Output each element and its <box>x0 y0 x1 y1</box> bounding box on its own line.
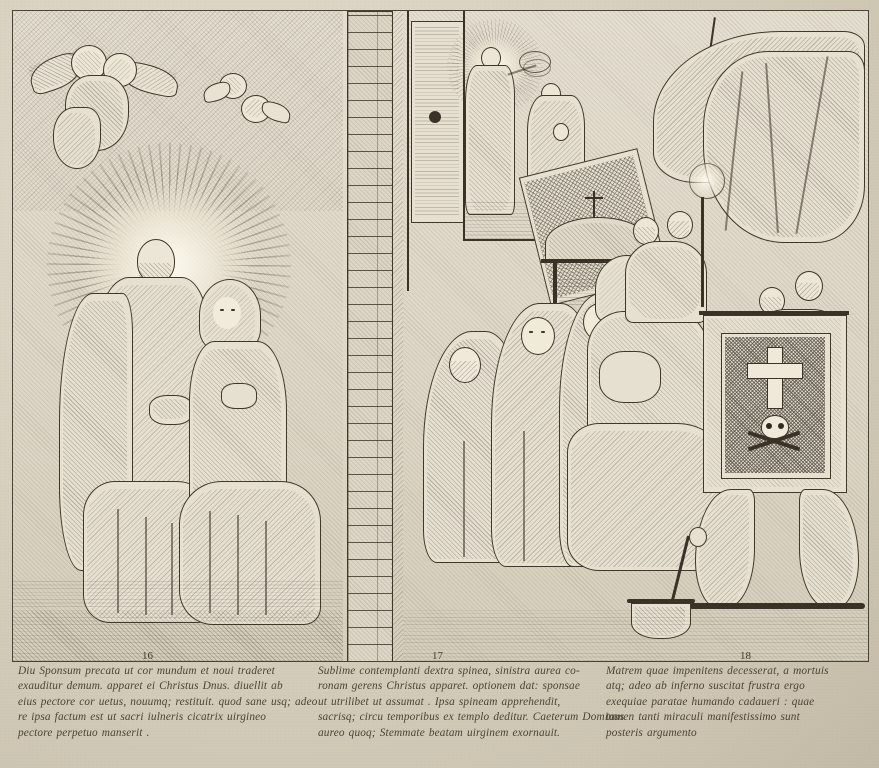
caption-18-line-5: posteris argumento <box>606 726 697 739</box>
caption-18-line-4: tamen tanti miraculi manifestissimo sunt <box>606 711 800 724</box>
door-handle <box>429 111 441 123</box>
caption-18-line-1: Matrem quae impenitens decesserat, a mortuis <box>606 665 829 677</box>
caption-16-line-3: eius pectore cor uetus, nouumq; restituit. quod sane usq; adeo <box>18 695 318 708</box>
caption-number-16: 16 <box>142 650 153 662</box>
caption-18-line-3: exequiae paratae humando cadaueri : quae <box>606 695 815 708</box>
caption-17-line-4: sacrisq; circu temporibus ex templo deditur. Caeterum Dominus <box>318 711 625 724</box>
caption-text-18 <box>606 664 861 741</box>
panel-scene-17-18 <box>403 11 868 661</box>
brick-pilaster <box>343 11 403 661</box>
caption-16-line-5: pectore perpetuo manserit . <box>18 726 150 739</box>
caption-17-line-1: Sublime contemplanti dextra spinea, sinistra aurea co- <box>318 665 580 677</box>
caption-block <box>12 650 867 760</box>
panel-scene-16 <box>13 11 343 661</box>
left-floor-shadow <box>13 611 343 661</box>
caption-text-16 <box>18 664 318 741</box>
caption-column-16 <box>12 650 318 760</box>
engraved-image-area <box>12 10 869 662</box>
caption-17-line-3: ut utrilibet ut assumat . Ipsa spineam apprehendit, <box>318 695 561 708</box>
caption-text-17 <box>318 664 625 741</box>
caption-column-17 <box>312 650 625 760</box>
inset-child-head <box>553 123 569 141</box>
right-floor-hatching <box>403 609 868 661</box>
crown-of-thorns <box>523 59 551 77</box>
caption-16-line-4: re ipsa factum est ut sacri iulneris cicatrix uirgineo <box>18 711 267 724</box>
caption-number-17: 17 <box>432 650 443 662</box>
caption-column-18 <box>600 650 867 760</box>
caption-17-line-5: aureo quoq; Stemmate beatam uirginem exornauit. <box>318 726 561 739</box>
caption-16-line-1: Diu Sponsum precata ut cor mundum et noui traderet <box>18 665 275 677</box>
caption-16-line-2: exauditur demum. apparet ei Christus Dnus. diuellit ab <box>18 680 283 693</box>
caption-number-18: 18 <box>740 650 751 662</box>
caption-18-line-2: atq; adeo ab inferno suscitat frustra ergo <box>606 680 805 693</box>
praying-hands <box>599 351 661 403</box>
caption-17-line-2: ronam gerens Christus apparet. optionem dat: sponsae <box>318 680 581 693</box>
